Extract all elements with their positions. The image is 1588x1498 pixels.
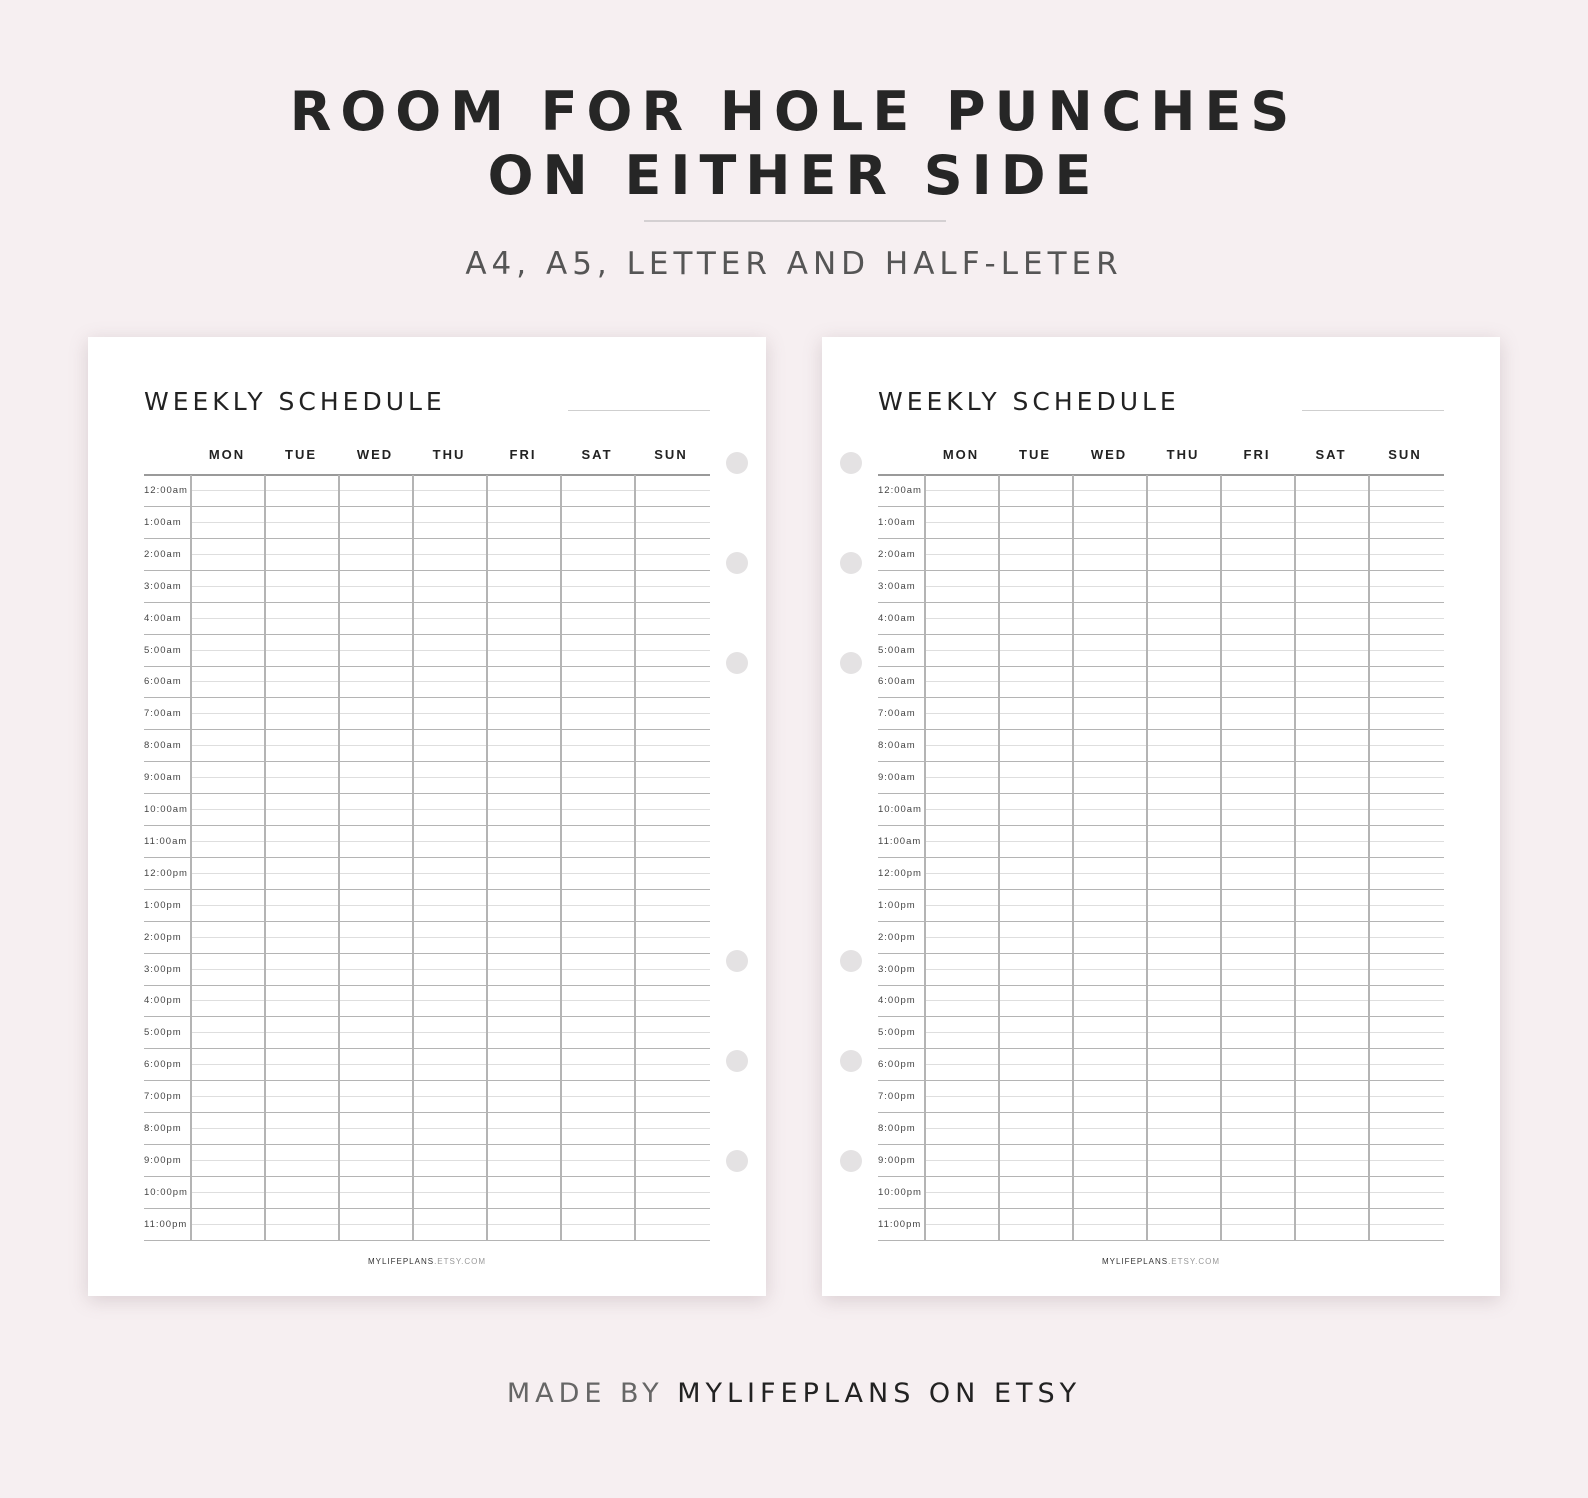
time-label: 12:00pm	[878, 867, 922, 879]
time-row	[878, 666, 1444, 698]
time-row	[878, 475, 1444, 507]
half-hour-line	[925, 1192, 1444, 1193]
time-row	[878, 922, 1444, 954]
day-header: MON	[942, 447, 980, 462]
punch-hole	[726, 452, 748, 474]
half-hour-line	[925, 905, 1444, 906]
half-hour-line	[925, 1160, 1444, 1161]
shop-credit	[822, 1257, 1500, 1266]
time-row	[144, 826, 710, 858]
day-header: SUN	[1388, 447, 1422, 462]
left-sheet	[88, 337, 766, 1296]
half-hour-line	[191, 1160, 710, 1161]
column-line	[1294, 475, 1296, 1240]
half-hour-line	[925, 777, 1444, 778]
punch-hole	[840, 950, 862, 972]
time-label: 11:00am	[878, 835, 922, 847]
column-line	[338, 475, 340, 1240]
time-row	[144, 1017, 710, 1049]
day-header: TUE	[1019, 447, 1051, 462]
punch-hole	[840, 552, 862, 574]
time-label: 5:00am	[878, 644, 916, 656]
punch-hole	[840, 652, 862, 674]
punch-hole	[726, 950, 748, 972]
time-row	[878, 890, 1444, 922]
time-row	[144, 985, 710, 1017]
half-hour-line	[191, 841, 710, 842]
time-label: 7:00pm	[878, 1091, 916, 1103]
time-row	[144, 635, 710, 667]
sheet-title: WEEKLY SCHEDULE	[144, 387, 446, 416]
credit-domain: .ETSY.COM	[1168, 1257, 1221, 1266]
half-hour-line	[925, 490, 1444, 491]
day-header: THU	[1166, 447, 1200, 462]
time-label: 2:00am	[878, 548, 916, 560]
sheet-title: WEEKLY SCHEDULE	[878, 387, 1180, 416]
time-row	[144, 698, 710, 730]
time-label: 1:00pm	[878, 899, 916, 911]
time-row	[878, 1017, 1444, 1049]
column-line	[924, 475, 926, 1240]
time-label: 4:00pm	[144, 995, 182, 1007]
punch-hole	[726, 652, 748, 674]
half-hour-line	[925, 841, 1444, 842]
half-hour-line	[925, 745, 1444, 746]
footer	[0, 1378, 1588, 1409]
time-label: 11:00am	[144, 835, 188, 847]
time-label: 6:00am	[878, 676, 916, 688]
column-line	[486, 475, 488, 1240]
column-line	[560, 475, 562, 1240]
half-hour-line	[191, 1000, 710, 1001]
day-header: WED	[1090, 447, 1128, 462]
half-hour-line	[191, 873, 710, 874]
time-label: 1:00am	[878, 516, 916, 528]
time-label: 9:00pm	[878, 1154, 916, 1166]
time-row	[144, 666, 710, 698]
half-hour-line	[925, 618, 1444, 619]
time-row	[144, 890, 710, 922]
half-hour-line	[191, 1128, 710, 1129]
time-row	[144, 858, 710, 890]
time-row	[878, 571, 1444, 603]
time-row	[878, 603, 1444, 635]
half-hour-line	[925, 873, 1444, 874]
column-line	[1220, 475, 1222, 1240]
time-row	[144, 794, 710, 826]
column-line	[1368, 475, 1370, 1240]
half-hour-line	[191, 777, 710, 778]
time-label: 8:00pm	[144, 1123, 182, 1134]
time-label: 1:00am	[144, 516, 182, 528]
time-row	[144, 603, 710, 635]
column-line	[1146, 475, 1148, 1240]
half-hour-line	[191, 522, 710, 523]
time-label: 10:00am	[878, 804, 922, 815]
time-label: 6:00pm	[878, 1059, 916, 1071]
time-row	[878, 826, 1444, 858]
time-label: 10:00pm	[878, 1186, 922, 1198]
time-label: 8:00pm	[878, 1123, 916, 1134]
headline	[0, 80, 1588, 208]
half-hour-line	[925, 522, 1444, 523]
time-row	[878, 858, 1444, 890]
half-hour-line	[191, 809, 710, 810]
time-row	[144, 1049, 710, 1081]
half-hour-line	[191, 1224, 710, 1225]
column-line	[190, 475, 192, 1240]
half-hour-line	[191, 1064, 710, 1065]
time-label: 11:00pm	[878, 1218, 922, 1230]
time-row	[144, 475, 710, 507]
half-hour-line	[925, 1064, 1444, 1065]
time-row	[144, 922, 710, 954]
column-line	[264, 475, 266, 1240]
half-hour-line	[191, 681, 710, 682]
headline-line-2: ON EITHER SIDE	[487, 144, 1101, 207]
time-label: 10:00am	[144, 804, 188, 815]
time-label: 3:00pm	[878, 963, 916, 975]
half-hour-line	[191, 586, 710, 587]
time-row	[144, 762, 710, 794]
half-hour-line	[925, 1128, 1444, 1129]
half-hour-line	[191, 937, 710, 938]
half-hour-line	[925, 681, 1444, 682]
schedule-body	[144, 475, 710, 1240]
half-hour-line	[191, 745, 710, 746]
time-label: 3:00am	[144, 580, 182, 592]
time-label: 2:00am	[144, 548, 182, 560]
time-row	[144, 730, 710, 762]
time-row	[878, 698, 1444, 730]
time-label: 2:00pm	[878, 931, 916, 943]
half-hour-line	[191, 1032, 710, 1033]
day-header: SUN	[654, 447, 688, 462]
time-label: 3:00pm	[144, 963, 182, 975]
time-row	[144, 1177, 710, 1209]
time-label: 10:00pm	[144, 1186, 188, 1198]
credit-main: MYLIFEPLANS	[367, 1257, 435, 1266]
time-label: 7:00am	[878, 708, 916, 720]
day-header: TUE	[285, 447, 317, 462]
time-row	[144, 1081, 710, 1113]
time-row	[878, 507, 1444, 539]
time-row	[144, 507, 710, 539]
day-header: FRI	[1243, 447, 1271, 462]
half-hour-line	[925, 650, 1444, 651]
time-label: 8:00am	[878, 740, 916, 752]
half-hour-line	[191, 650, 710, 651]
time-label: 8:00am	[144, 740, 182, 752]
time-label: 9:00pm	[144, 1154, 182, 1166]
half-hour-line	[925, 1224, 1444, 1225]
shop-credit	[88, 1257, 766, 1266]
time-label: 2:00pm	[144, 931, 182, 943]
time-label: 4:00pm	[878, 995, 916, 1007]
column-line	[412, 475, 414, 1240]
time-row	[878, 1081, 1444, 1113]
half-hour-line	[925, 809, 1444, 810]
credit-domain: .ETSY.COM	[434, 1257, 487, 1266]
half-hour-line	[925, 554, 1444, 555]
time-label: 9:00am	[144, 772, 182, 784]
half-hour-line	[925, 1032, 1444, 1033]
punch-hole	[840, 1150, 862, 1172]
time-row	[878, 730, 1444, 762]
half-hour-line	[925, 937, 1444, 938]
day-header: THU	[432, 447, 466, 462]
time-label: 12:00am	[144, 485, 188, 496]
punch-hole	[726, 1050, 748, 1072]
day-header: WED	[356, 447, 394, 462]
half-hour-line	[191, 969, 710, 970]
time-row	[878, 1049, 1444, 1081]
half-hour-line	[191, 554, 710, 555]
time-row	[144, 1209, 710, 1241]
time-row	[878, 1209, 1444, 1241]
column-line	[998, 475, 1000, 1240]
half-hour-line	[191, 1192, 710, 1193]
time-row	[878, 1145, 1444, 1177]
column-line	[1072, 475, 1074, 1240]
time-row	[878, 1113, 1444, 1145]
half-hour-line	[191, 490, 710, 491]
time-row	[878, 954, 1444, 986]
time-label: 5:00pm	[144, 1027, 182, 1039]
time-label: 7:00am	[144, 708, 182, 720]
title-underline	[568, 410, 710, 411]
time-label: 6:00am	[144, 676, 182, 688]
time-label: 12:00pm	[144, 867, 188, 879]
time-row	[144, 1113, 710, 1145]
time-row	[144, 954, 710, 986]
time-row	[878, 635, 1444, 667]
half-hour-line	[925, 1000, 1444, 1001]
day-header: SAT	[581, 447, 613, 462]
half-hour-line	[191, 905, 710, 906]
time-row	[878, 794, 1444, 826]
schedule-body	[878, 475, 1444, 1240]
credit-main: MYLIFEPLANS	[1101, 1257, 1169, 1266]
right-sheet	[822, 337, 1500, 1296]
time-row	[878, 762, 1444, 794]
time-label: 6:00pm	[144, 1059, 182, 1071]
time-row	[878, 1177, 1444, 1209]
time-label: 7:00pm	[144, 1091, 182, 1103]
time-label: 5:00pm	[878, 1027, 916, 1039]
time-label: 12:00am	[878, 485, 922, 496]
time-label: 11:00pm	[144, 1218, 188, 1230]
punch-hole	[840, 1050, 862, 1072]
half-hour-line	[191, 713, 710, 714]
punch-hole	[726, 552, 748, 574]
day-header: FRI	[509, 447, 537, 462]
time-row	[144, 1145, 710, 1177]
time-label: 5:00am	[144, 644, 182, 656]
time-row	[878, 985, 1444, 1017]
column-line	[634, 475, 636, 1240]
day-header: SAT	[1315, 447, 1347, 462]
footer-shop: MYLIFEPLANS ON ETSY	[677, 1378, 1082, 1409]
half-hour-line	[925, 1096, 1444, 1097]
half-hour-line	[191, 618, 710, 619]
time-row	[878, 539, 1444, 571]
headline-line-1: ROOM FOR HOLE PUNCHES	[289, 80, 1299, 143]
time-label: 4:00am	[144, 612, 182, 624]
time-label: 3:00am	[878, 580, 916, 592]
half-hour-line	[925, 969, 1444, 970]
time-row	[144, 539, 710, 571]
divider	[644, 220, 946, 222]
time-label: 4:00am	[878, 612, 916, 624]
punch-hole	[726, 1150, 748, 1172]
footer-made-by: MADE BY	[506, 1378, 664, 1409]
half-hour-line	[925, 586, 1444, 587]
half-hour-line	[925, 713, 1444, 714]
time-row	[144, 571, 710, 603]
time-label: 9:00am	[878, 772, 916, 784]
day-header: MON	[208, 447, 246, 462]
punch-hole	[840, 452, 862, 474]
title-underline	[1302, 410, 1444, 411]
half-hour-line	[191, 1096, 710, 1097]
time-label: 1:00pm	[144, 899, 182, 911]
subtitle: A4, A5, LETTER AND HALF-LETER	[465, 246, 1123, 282]
